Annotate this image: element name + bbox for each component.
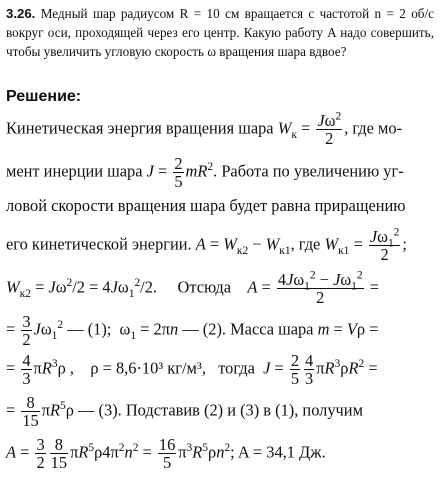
- solution-line-1: Кинетическая энергия вращения шара $W_к$ = $\frac{J\omega^2}{2}$ , где мо-: [6, 110, 403, 149]
- solution-line-4: его кинетической энергии. $A = W_{к2} - W_{к1}$, где $W_{к1}$ = $\frac{J\omega_1^2}{2}$ ;: [6, 226, 407, 265]
- final-result: A = 34,1 Дж.: [237, 442, 326, 462]
- solution-line-2: мент инерции шара J = $\frac{2}{5}$ $mR^2$. Работа по увеличению уг-: [6, 154, 404, 192]
- kinetic-energy-fraction: $\frac{J\omega^2}{2}$: [317, 110, 342, 149]
- solution-heading: Решение:: [6, 88, 82, 105]
- solution-line-8: = $\frac{8}{15}$ $\pi R^5\rho$ — (3). Подставив (2) и (3) в (1), получим: [6, 393, 363, 431]
- solution-line-3: ловой скорости вращения шара будет равна приращению: [6, 196, 406, 215]
- line2-tail: . Работа по увеличению уг-: [213, 161, 404, 181]
- line1-text: Кинетическая энергия вращения шара: [6, 118, 274, 138]
- line4-text: его кинетической энергии.: [6, 234, 192, 254]
- solution-line-9: A = $\frac{3}{2}$ $\frac{8}{15}$ $\pi R^5\rho 4\pi^2n^2$ = $\frac{16}{5}$ $\pi^3R^5\rho n^2$; A = 34,1 Дж.: [6, 435, 326, 473]
- solution-line-6: = $\frac{3}{2}$ $J\omega_1^2$ — (1); $\omega_1 = 2\pi n$ — (2). Масса шара m = Vρ =: [6, 312, 379, 350]
- problem-statement: [6, 4, 434, 61]
- solution-line-5: $W_{к2} = J\omega^2/2 = 4J\omega_1^2/2$. Отсюда A = $\frac{4J\omega_1^2 - J\omega_1^2}{2}$ =: [6, 269, 379, 308]
- problem-number: 3.26.: [6, 6, 36, 21]
- problem-text: Медный шар радиусом R = 10 см вращается с частотой n = 2 об/с вокруг оси, проходящей через его центр. Какую работу A надо совершить, чтобы увеличить угловую скорость ω вращения шара вдвое?: [6, 6, 435, 59]
- line2-text: мент инерции шара: [6, 161, 143, 181]
- solution-line-7: = $\frac{4}{3}$ $\pi R^3\rho$ , ρ = 8,6·10³ кг/м³, тогда J = $\frac{2}{5}$ $\frac{4}{3}$ $\pi R^3\rho R^2$ =: [6, 351, 378, 389]
- line1-tail: , где мо-: [344, 118, 403, 138]
